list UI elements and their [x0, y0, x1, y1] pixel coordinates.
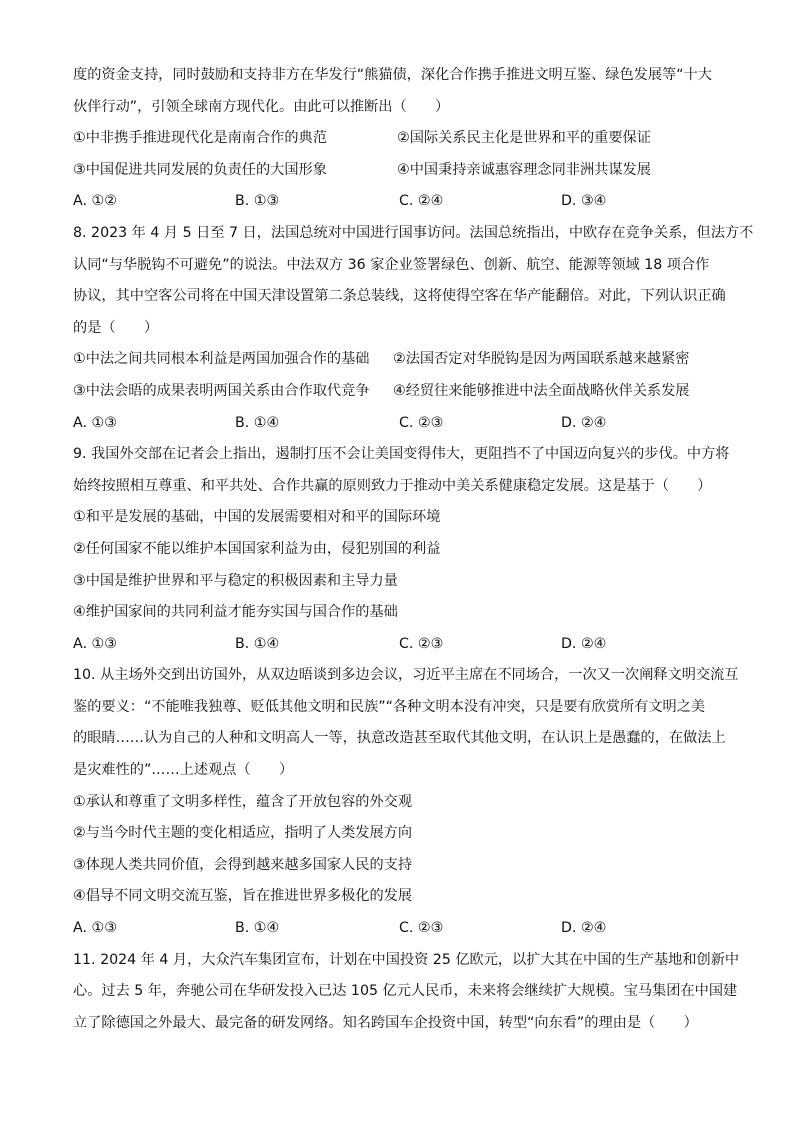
question-stem-line: 认同“与华脱钩不可避免”的说法。中法双方 36 家企业签署绿色、创新、航空、能源等领域 18 项合作	[73, 256, 710, 273]
option-b[interactable]: B. ①③	[235, 193, 280, 210]
question-9	[73, 445, 733, 653]
option-c[interactable]: C. ②③	[399, 920, 444, 937]
question-stem-line: 伙伴行动”，引领全球南方现代化。由此可以推断出（ ）	[73, 98, 450, 115]
option-c[interactable]: C. ②③	[399, 414, 444, 431]
answer-options	[73, 919, 733, 937]
statement-3: ③中法会晤的成果表明两国关系由合作取代竞争	[73, 382, 370, 399]
statement-2: ②国际关系民主化是世界和平的重要保证	[397, 130, 651, 147]
question-stem-line: 度的资金支持，同时鼓励和支持非方在华发行“熊猫债，深化合作携手推进文明互鉴、绿色发展等“十大	[73, 67, 712, 83]
option-d[interactable]: D. ③④	[561, 193, 607, 210]
question-stem-line: 鉴的要义：“不能唯我独尊、贬低其他文明和民族”“各种文明本没有冲突，只是要有欣赏所有文明之美	[73, 698, 706, 715]
question-8	[73, 224, 754, 432]
statement-row	[73, 161, 733, 179]
question-stem-line: 11. 2024 年 4 月，大众汽车集团宣布，计划在中国投资 25 亿欧元，以扩大其在中国的生产基地和创新中	[73, 951, 740, 968]
question-stem-line: 心。过去 5 年，奔驰公司在华研发投入已达 105 亿元人民币，未来将会继续扩大规模。宝马集团在中国建	[73, 983, 738, 1000]
question-11	[73, 951, 740, 1032]
question-stem-line: 8. 2023 年 4 月 5 日至 7 日，法国总统对中国进行国事访问。法国总统指出，中欧存在竞争关系，但法方不	[73, 224, 754, 241]
statement-3: ③体现人类共同价值，会得到越来越多国家人民的支持	[73, 856, 413, 873]
statement-4: ④维护国家间的共同利益才能夯实国与国合作的基础	[73, 604, 398, 621]
option-a[interactable]: A. ①③	[73, 414, 117, 431]
question-stem-line: 协议，其中空客公司将在中国天津设置第二条总装线，这将使得空客在华产能翻倍。对此，下列认识正确	[73, 288, 726, 305]
question-stem-line: 9. 我国外交部在记者会上指出，遏制打压不会让美国变得伟大，更阻挡不了中国迈向复兴的步伐。中方将	[73, 446, 730, 463]
statement-2: ②与当今时代主题的变化相适应，指明了人类发展方向	[73, 825, 413, 842]
statement-4: ④倡导不同文明交流互鉴，旨在推进世界多极化的发展	[73, 888, 413, 905]
question-stem-line: 的眼睛……认为自己的人种和文明高人一等，执意改造甚至取代其他文明，在认识上是愚蠢的，在做法上	[73, 730, 726, 747]
question-stem-line: 10. 从主场外交到出访国外，从双边晤谈到多边会议，习近平主席在不同场合，一次又一次阐释文明交流互	[73, 667, 739, 684]
statement-4: ④经贸往来能够推进中法全面战略伙伴关系发展	[393, 382, 690, 399]
option-a[interactable]: A. ①②	[73, 193, 117, 210]
answer-options	[73, 635, 733, 653]
statement-4: ④中国秉持亲诚惠容理念同非洲共谋发展	[397, 161, 651, 178]
option-b[interactable]: B. ①④	[235, 635, 280, 652]
statement-2: ②任何国家不能以维护本国国家利益为由，侵犯别国的利益	[73, 540, 441, 557]
statement-1: ①承认和尊重了文明多样性，蕴含了开放包容的外交观	[73, 793, 413, 810]
option-b[interactable]: B. ①④	[235, 414, 280, 431]
statement-row	[73, 129, 733, 147]
statement-1: ①和平是发展的基础，中国的发展需要相对和平的国际环境	[73, 509, 441, 526]
question-stem-line: 始终按照相互尊重、和平共处、合作共赢的原则致力于推动中美关系健康稳定发展。这是基于（ ）	[73, 477, 712, 494]
statement-3: ③中国促进共同发展的负责任的大国形象	[73, 161, 327, 178]
statement-row	[73, 382, 733, 400]
option-c[interactable]: C. ②③	[399, 635, 444, 652]
statement-1: ①中法之间共同根本利益是两国加强合作的基础	[73, 351, 370, 368]
exam-page	[73, 66, 754, 1045]
option-d[interactable]: D. ②④	[561, 414, 607, 431]
option-d[interactable]: D. ②④	[561, 920, 607, 937]
answer-options	[73, 192, 733, 210]
option-b[interactable]: B. ①④	[235, 920, 280, 937]
option-a[interactable]: A. ①③	[73, 920, 117, 937]
option-a[interactable]: A. ①③	[73, 635, 117, 652]
question-10	[73, 666, 739, 937]
statement-1: ①中非携手推进现代化是南南合作的典范	[73, 130, 327, 147]
statement-2: ②法国否定对华脱钩是因为两国联系越来越紧密	[393, 351, 690, 368]
statement-3: ③中国是维护世界和平与稳定的积极因素和主导力量	[73, 572, 398, 589]
option-d[interactable]: D. ②④	[561, 635, 607, 652]
question-7	[73, 66, 733, 210]
option-c[interactable]: C. ②④	[399, 193, 444, 210]
answer-options	[73, 414, 733, 432]
statement-row	[73, 350, 733, 368]
question-stem-line: 立了除德国之外最大、最完备的研发网络。知名跨国车企投资中国，转型“向东看”的理由是（ ）	[73, 1014, 698, 1031]
question-stem-line: 是灾难性的”……上述观点（ ）	[73, 762, 294, 779]
question-stem-line: 的是（ ）	[73, 319, 159, 336]
